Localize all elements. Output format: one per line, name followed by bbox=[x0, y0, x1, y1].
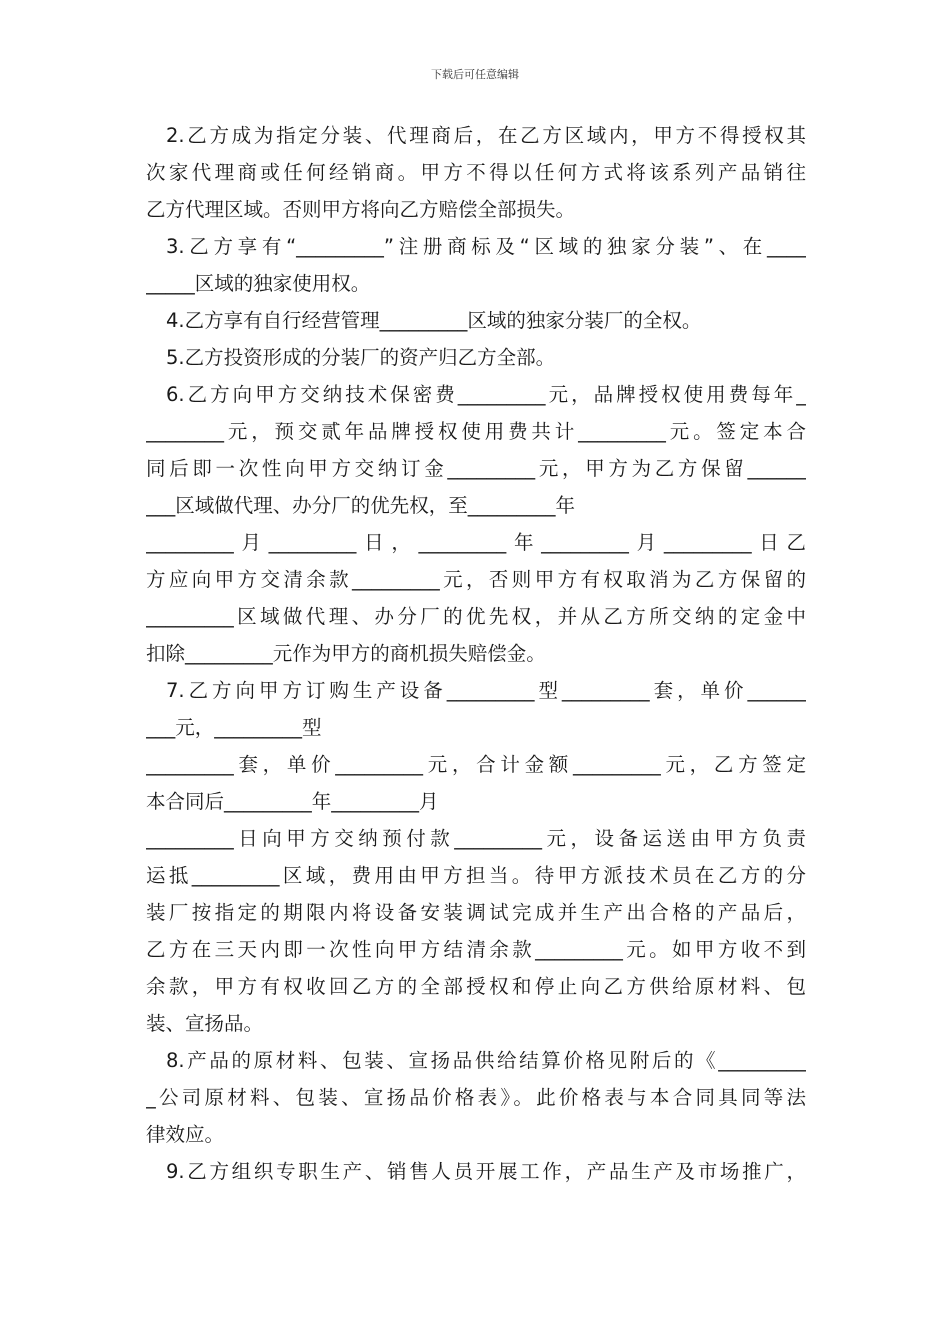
clause-8-line-3: 律效应。 bbox=[146, 1123, 225, 1146]
clause-7-line-8: 乙方在三天内即一次性向甲方结清余款_________元。如甲方收不到 bbox=[146, 938, 806, 961]
clause-6-line-6: 方应向甲方交清余款_________元，否则甲方有权取消为乙方保留的 bbox=[146, 568, 806, 591]
clause-3-line-2: _____区域的独家使用权。 bbox=[146, 272, 371, 295]
contract-body bbox=[146, 117, 806, 1190]
clause-3-line-1: 3.乙方享有“_________”注册商标及“区域的独家分装”、在____ bbox=[166, 235, 806, 258]
clause-7-line-5: _________日向甲方交纳预付款_________元，设备运送由甲方负责 bbox=[146, 827, 806, 850]
clause-7-line-6: 运抵_________区域，费用由甲方担当。待甲方派技术员在乙方的分 bbox=[146, 864, 806, 887]
clause-2-line-1: 2.乙方成为指定分装、代理商后，在乙方区域内，甲方不得授权其 bbox=[166, 124, 806, 147]
clause-7-line-3: _________套，单价_________元，合计金额_________元，乙方签定 bbox=[146, 753, 806, 776]
clause-8-line-2: _公司原材料、包装、宣扬品价格表》。此价格表与本合同具同等法 bbox=[146, 1086, 806, 1109]
page-header: 下载后可任意编辑 bbox=[431, 68, 519, 81]
clause-8-line-1: 8.产品的原材料、包装、宣扬品供给结算价格见附后的《_________ bbox=[166, 1049, 806, 1072]
clause-6-line-3: 同后即一次性向甲方交纳订金_________元，甲方为乙方保留______ bbox=[146, 457, 806, 480]
clause-6-line-1: 6.乙方向甲方交纳技术保密费_________元，品牌授权使用费每年_ bbox=[166, 383, 806, 406]
clause-9-line-1: 9.乙方组织专职生产、销售人员开展工作，产品生产及市场推广， bbox=[166, 1160, 806, 1183]
clause-6-line-7: _________区域做代理、办分厂的优先权，并从乙方所交纳的定金中 bbox=[146, 605, 806, 628]
clause-7-line-7: 装厂按指定的期限内将设备安装调试完成并生产出合格的产品后， bbox=[146, 901, 806, 924]
clause-7-line-4: 本合同后_________年_________月 bbox=[146, 790, 439, 813]
clause-2-line-2: 次家代理商或任何经销商。甲方不得以任何方式将该系列产品销往 bbox=[146, 161, 806, 184]
clause-6-line-8: 扣除_________元作为甲方的商机损失赔偿金。 bbox=[146, 642, 546, 665]
clause-6-line-4: ___区域做代理、办分厂的优先权，至_________年 bbox=[146, 494, 576, 517]
clause-6-line-2: ________元，预交贰年品牌授权使用费共计_________元。签定本合 bbox=[146, 420, 806, 443]
clause-7-line-1: 7.乙方向甲方订购生产设备_________型_________套，单价______ bbox=[166, 679, 806, 702]
clause-7-line-10: 装、宣扬品。 bbox=[146, 1012, 264, 1035]
clause-7-line-2: ___元，_________型 bbox=[146, 716, 322, 739]
clause-7-line-9: 余款，甲方有权收回乙方的全部授权和停止向乙方供给原材料、包 bbox=[146, 975, 806, 998]
clause-2-line-3: 乙方代理区域。否则甲方将向乙方赔偿全部损失。 bbox=[146, 198, 576, 221]
clause-6-line-5: _________月_________日，_________年_________月_________日乙 bbox=[146, 531, 806, 554]
clause-5-line-1: 5.乙方投资形成的分装厂的资产归乙方全部。 bbox=[166, 346, 556, 369]
clause-4-line-1: 4.乙方享有自行经营管理_________区域的独家分装厂的全权。 bbox=[166, 309, 702, 332]
